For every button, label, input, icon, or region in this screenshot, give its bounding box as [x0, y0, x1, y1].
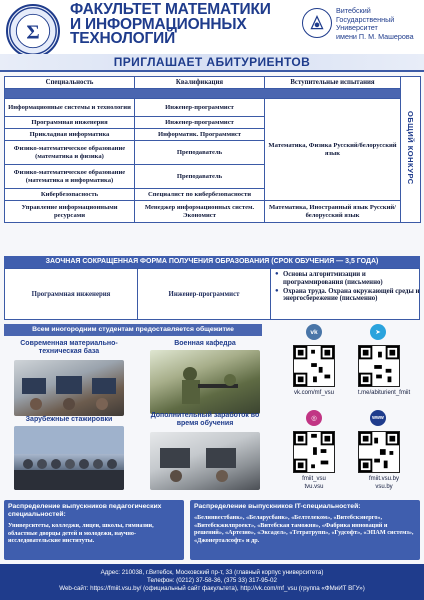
table-row: Физико-математическое образование (математика и информатика)	[5, 165, 135, 189]
vk-qr-code	[293, 345, 335, 387]
ped-distribution-box	[4, 500, 184, 560]
instagram-icon[interactable]: ◎	[306, 410, 322, 426]
instagram-qr-code	[293, 431, 335, 473]
table-row-qual: Информатик. Программист	[135, 129, 265, 141]
lab-photo	[14, 360, 124, 416]
website-link-1[interactable]: fmiit.vsu.by	[368, 476, 399, 482]
table-row: Информационные системы и технологии	[5, 99, 135, 117]
uni-line-2: Государственный	[336, 14, 395, 24]
military-title: Военная кафедра	[174, 340, 236, 347]
list-item: ● Охрана труда. Охрана окружающей среды и энергосбережение (письменно)	[275, 288, 421, 304]
telegram-qr-code	[358, 345, 400, 387]
it-box-body: «Белинвестбанк», «Беларусбанк», «Белтелеком», «Витебскэнерго», «Витебскжилпроект», «Витебская таможня», «Фабрика инноваций и решений», «Артезио», «Эксадел», «Тетратрупп», «Гудсофт», «ЭПАМ системз», «Джонерталсофт» и др.	[194, 514, 414, 544]
vk-link[interactable]: vk.com/mf_vsu	[293, 390, 334, 396]
zaochnaya-row	[4, 268, 420, 320]
title-line-1: ФАКУЛЬТЕТ МАТЕМАТИКИ	[70, 1, 271, 18]
table-row: Управление информационными ресурсами	[5, 201, 135, 223]
table-row: Кибербезопасность	[5, 189, 135, 201]
header	[0, 0, 424, 62]
it-box-title: Распределение выпускников IT-специальностей:	[194, 503, 361, 510]
instagram-link-1[interactable]: fmiit_vsu	[302, 476, 326, 482]
zaochnaya-qual: Инженер-программист	[138, 269, 271, 319]
zaochnaya-spec: Программная инженерия	[5, 269, 138, 319]
header-qualification: Квалификация	[135, 77, 265, 89]
table-row: Прикладная информатика	[5, 129, 135, 141]
ped-box-title: Распределение выпускников педагогических специальностей:	[8, 503, 162, 518]
website-qr-code	[358, 431, 400, 473]
uni-line-1: Витебский	[336, 6, 371, 15]
intern-title: Зарубежные стажировки	[25, 416, 113, 423]
table-row: Программная инженерия	[5, 117, 135, 129]
table-row-qual: Специалист по кибербезопасности	[135, 189, 265, 201]
university-logo	[302, 8, 332, 38]
uni-line-3: Университет	[336, 23, 378, 33]
table-spacer	[5, 89, 401, 99]
zaochnaya-title: ЗАОЧНАЯ СОКРАЩЕННАЯ ФОРМА ПОЛУЧЕНИЯ ОБРАЗОВАНИЯ (СРОК ОБУЧЕНИЯ — 3,5 ГОДА)	[4, 256, 420, 268]
list-item: ● Основы алгоритмизации и программирования (письменно)	[275, 271, 421, 287]
title-line-2: И ИНФОРМАЦИОННЫХ	[70, 15, 247, 33]
job-title: Дополнительный заработок во время обучения	[150, 412, 260, 427]
table-row-qual: Преподаватель	[135, 165, 265, 189]
job-photo	[150, 432, 260, 490]
invite-heading: ПРИГЛАШАЕТ АБИТУРИЕНТОВ	[113, 55, 311, 69]
it-distribution-box	[190, 500, 420, 560]
telegram-icon[interactable]: ➤	[370, 324, 386, 340]
table-row: Физико-математическое образование (математика и физика)	[5, 141, 135, 165]
www-icon[interactable]: www	[370, 410, 386, 426]
uni-line-4: имени П. М. Машерова	[336, 31, 414, 41]
svg-text:Σ: Σ	[26, 21, 40, 44]
shared-exams: Математика, Физика Русский/белорусский язык	[265, 99, 401, 201]
contest-label: ОБЩИЙ КОНКУРС	[406, 111, 416, 186]
table-row-qual: Инженер-программист	[135, 99, 265, 117]
faculty-logo	[6, 4, 60, 58]
table-row-exam: Математика, Иностранный язык Русский/белорусский язык	[265, 201, 401, 223]
footer-web[interactable]: Web-сайт: https://fmiit.vsu.by/ (официальный сайт факультета), http://vk.com/mf_vsu (группа «ФМиИТ ВГУ»)	[59, 585, 365, 592]
vk-icon[interactable]: vk	[306, 324, 322, 340]
header-specialty: Специальность	[5, 77, 135, 89]
instagram-link-2[interactable]: tvu.vsu	[304, 484, 324, 490]
specialties-table	[4, 76, 420, 223]
lab-title: Современная материально-техническая база	[20, 340, 118, 355]
ped-box-body: Университеты, колледжи, лицеи, школы, гимназии, областные дворцы детей и молодежи, научно-исследовательские институты.	[8, 522, 154, 545]
military-photo	[150, 350, 260, 414]
table-row-qual: Преподаватель	[135, 141, 265, 165]
faculty-title	[70, 3, 300, 47]
website-link-2[interactable]: vsu.by	[375, 484, 393, 490]
footer-address: Адрес: 210038, г.Витебск, Московский пр-т, 33 (главный корпус университета)	[100, 569, 324, 576]
internship-photo	[14, 426, 124, 490]
table-row-qual: Инженер-программист	[135, 117, 265, 129]
telegram-link[interactable]: t.me/abiturient_fmiit	[357, 390, 411, 396]
header-exams: Вступительные испытания	[265, 77, 401, 89]
contest-cell	[401, 77, 421, 223]
footer-phone: Телефон: (0212) 37-58-36, (375 33) 317-95-02	[147, 577, 277, 584]
title-line-3: ТЕХНОЛОГИЙ	[70, 30, 176, 47]
footer	[0, 564, 424, 600]
table-row-qual: Менеджер информационных систем. Экономист	[135, 201, 265, 223]
dormitory-banner: Всем иногородним студентам предоставляется общежитие	[4, 324, 262, 336]
zaochnaya-exams	[275, 271, 421, 304]
university-name	[336, 7, 422, 41]
